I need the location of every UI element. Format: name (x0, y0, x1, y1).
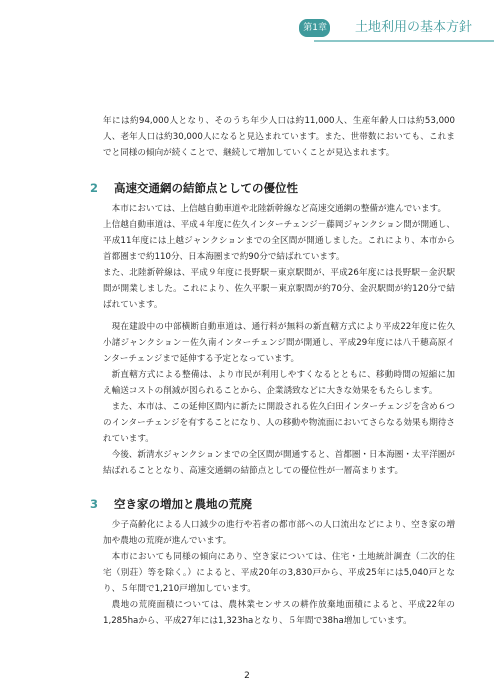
section-3-paragraph: 本市においても同様の傾向にあり、空き家については、住宅・土地統計調査（二次的住宅（別荘）等を除く。）によると、平成20年の3,830戸から、平成25年には5,040戸となり、５年間で1,210戸増加しています。 (103, 552, 455, 594)
section-2-paragraph: また、本市は、この延伸区間内に新たに開設される佐久臼田インターチェンジを含め６つのインターチェンジを有することになり、人の移動や物流面においてさらなる効果も期待されています。 (103, 402, 455, 444)
page-header (0, 18, 494, 40)
intro-paragraph: 年には約94,000人となり、そのうち年少人口は約11,000人、生産年齢人口は約53,000人、老年人口は約30,000人になると見込まれています。また、世帯数においても、これまでと同様の傾向が続くことで、継続して増加していくことが見込まれます。 (103, 116, 455, 158)
header-rule (314, 40, 494, 42)
chapter-title: 土地利用の基本方針 (354, 20, 472, 35)
chapter-badge: 第1章 (299, 19, 330, 37)
document-body (90, 113, 455, 629)
section-3-number: 3 (90, 497, 99, 511)
page-number: 2 (244, 671, 250, 681)
section-2-paragraph: 上信越自動車道は、平成４年度に佐久インターチェンジ－藤岡ジャンクション間が開通し、平成11年度には上越ジャンクションまでの全区間が開通しました。これにより、本市から首都圏まで約110分、日本海圏まで約90分で結ばれています。 (103, 220, 455, 262)
section-2-paragraph: また、北陸新幹線は、平成９年度に長野駅－東京駅間が、平成26年度には長野駅－金沢駅間が開業しました。これにより、佐久平駅－東京駅間が約70分、金沢駅間が約120分で結ばれています。 (103, 268, 455, 310)
section-2-paragraph: 現在建設中の中部横断自動車道は、通行料が無料の新直轄方式により平成22年度に佐久小諸ジャンクション－佐久南インターチェンジ間が開通し、平成29年度には八千穂高原インターチェンジまで延伸する予定となっています。 (103, 322, 455, 364)
section-2-heading (90, 179, 455, 197)
section-2-paragraph: 新直轄方式による整備は、より市民が利用しやすくなるとともに、移動時間の短縮に加え輸送コストの削減が図られることから、企業誘致などに大きな効果をもたらします。 (103, 370, 455, 396)
section-2-paragraph: 今後、新清水ジャンクションまでの全区間が開通すると、首都圏・日本海圏・太平洋圏が結ばれることとなり、高速交通網の結節点としての優位性が一層高まります。 (103, 450, 455, 476)
section-2-paragraph: 本市においては、上信越自動車道や北陸新幹線など高速交通網の整備が進んでいます。 (111, 204, 447, 214)
section-2-title: 高速交通網の結節点としての優位性 (114, 181, 298, 195)
section-2-number: 2 (90, 181, 99, 195)
section-3-paragraph: 少子高齢化による人口減少の進行や若者の都市部への人口流出などにより、空き家の増加や農地の荒廃が進んでいます。 (103, 520, 455, 546)
section-3-title: 空き家の増加と農地の荒廃 (114, 497, 252, 511)
section-3-heading (90, 495, 455, 513)
section-3-paragraph: 農地の荒廃面積については、農林業センサスの耕作放棄地面積によると、平成22年の1,285haから、平成27年には1,323haとなり、５年間で38ha増加しています。 (103, 600, 455, 626)
